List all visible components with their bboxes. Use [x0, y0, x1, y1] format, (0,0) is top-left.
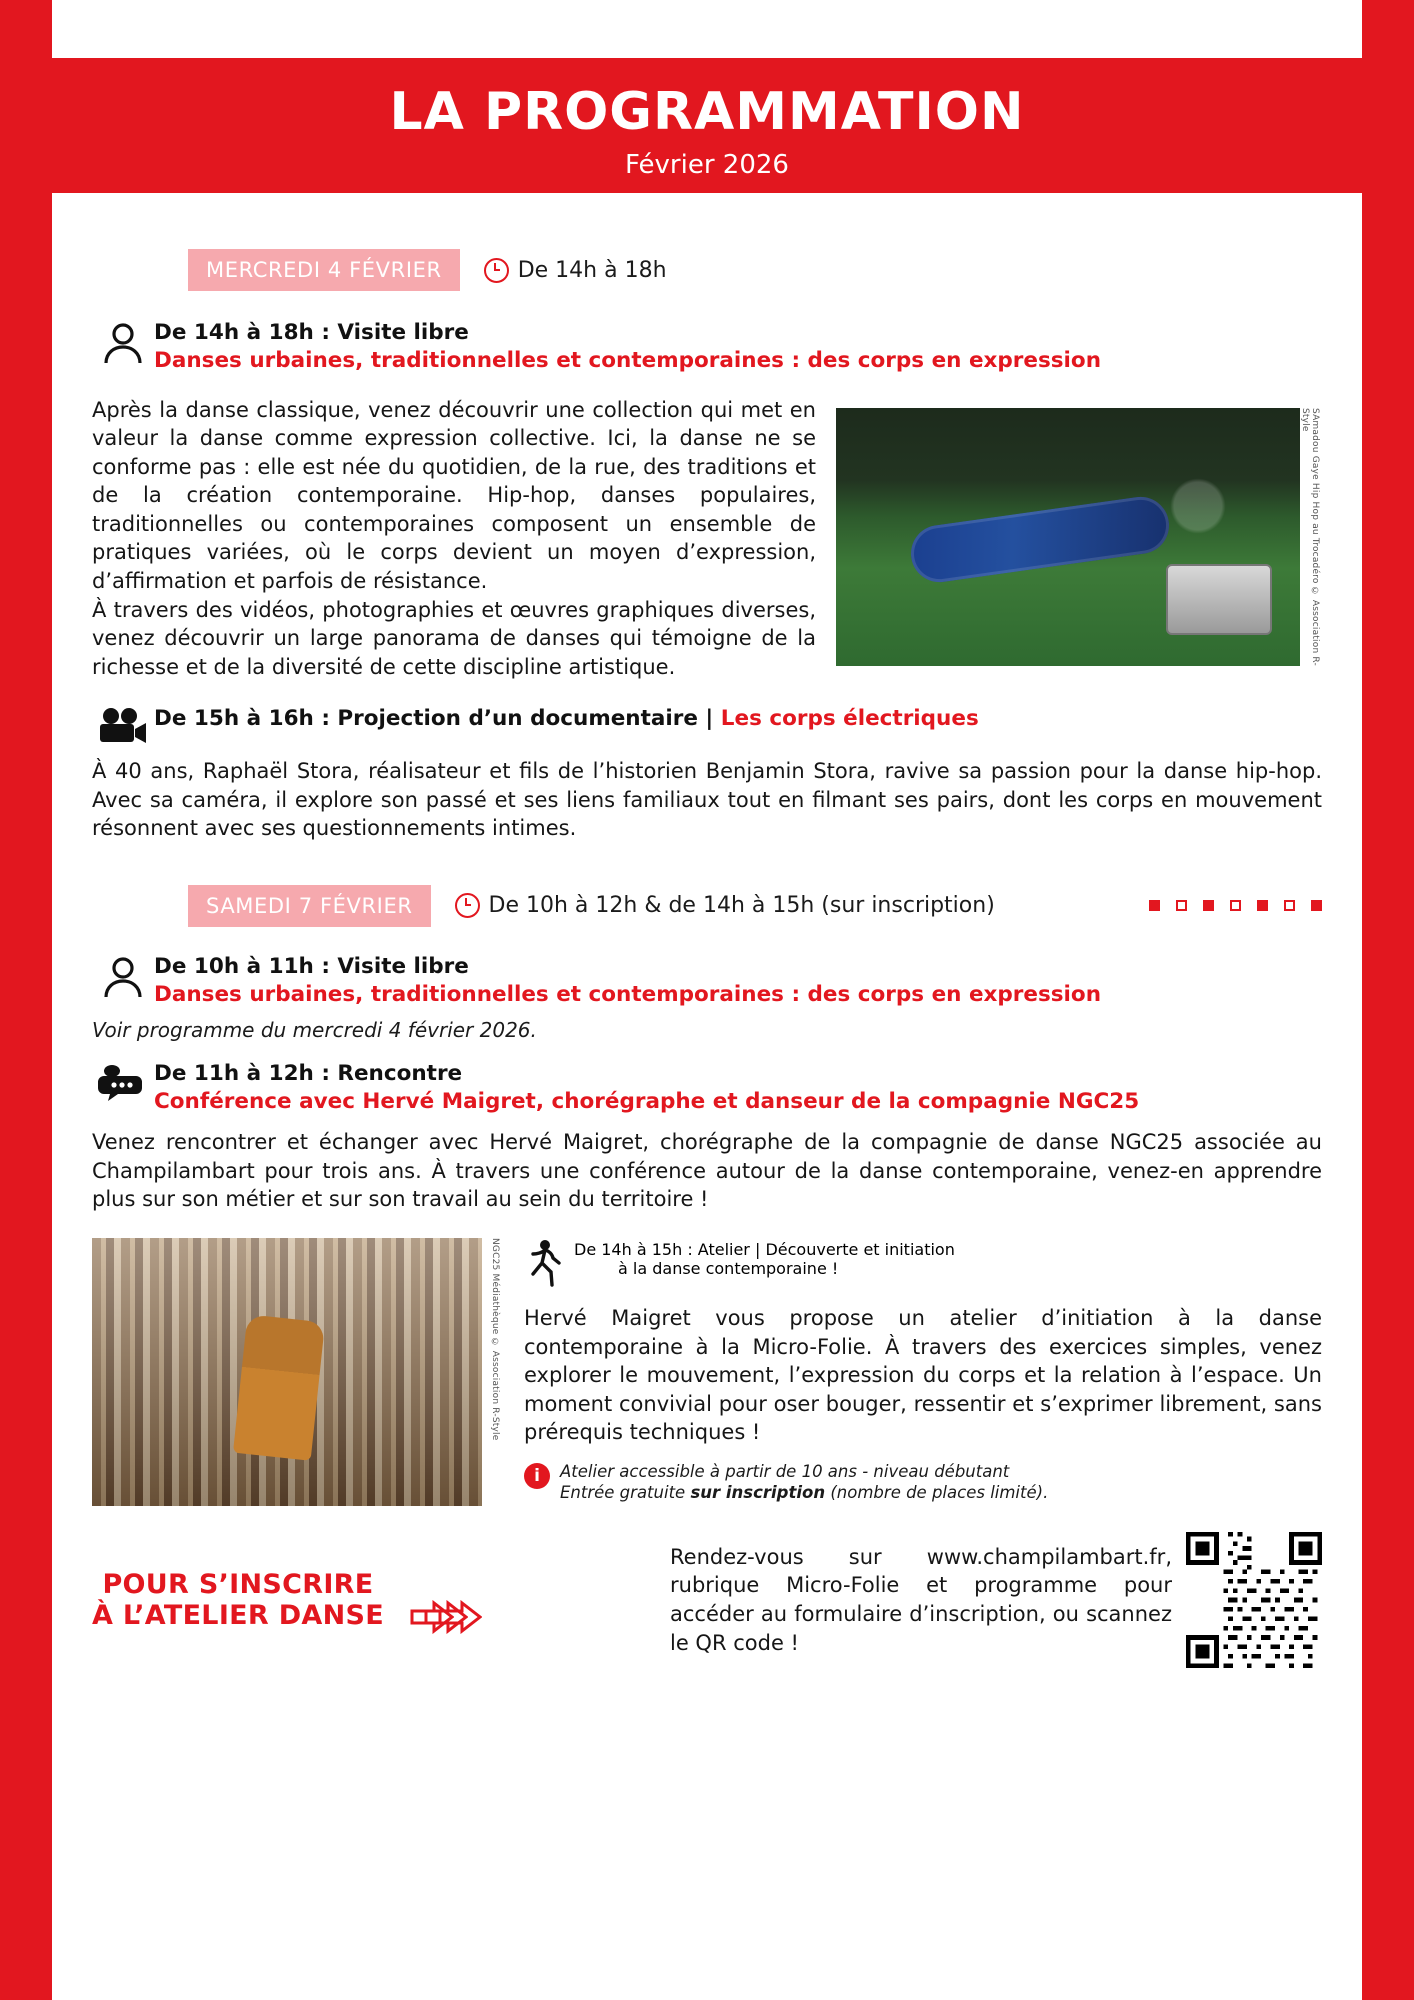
person-icon — [92, 319, 154, 376]
atelier-body: Hervé Maigret vous propose un atelier d’initiation à la danse contemporaine à la Micro-Folie. À travers des exercices simples, venez explorer le mouvement, l’expression du corps et la relation à l’espace. Un moment convivial pour oser bouger, ressentir et s’exprimer librement, sans prérequis techniques ! — [524, 1306, 1322, 1445]
day1-photo-credit: SAmadou Gaye Hip Hop au Trocadéro © Association R-Style — [1300, 407, 1320, 666]
page-subtitle: Février 2026 — [625, 150, 789, 180]
atelier-note-line2a: Entrée gratuite — [560, 1483, 691, 1503]
clock-icon — [455, 893, 480, 918]
info-icon: i — [524, 1463, 550, 1489]
speech-bubble-icon — [92, 1060, 154, 1117]
day1-visite-line2: Danses urbaines, traditionnelles et contemporaines : des corps en expression — [154, 348, 1102, 374]
person-icon — [92, 953, 154, 1010]
day2-chip: SAMEDI 7 FÉVRIER — [188, 885, 431, 927]
day2-visite-line2: Danses urbaines, traditionnelles et contemporaines : des corps en expression — [154, 982, 1102, 1008]
day1-projection-body: À 40 ans, Raphaël Stora, réalisateur et fils de l’historien Benjamin Stora, ravive sa passion pour la danse hip-hop. Avec sa caméra, il explore son passé et ses liens familiaux tout en filmant ses pairs, dont les corps en mouvement résonnent avec ses questionnements intimes. — [92, 759, 1322, 841]
photo-library-dancer — [92, 1238, 482, 1506]
day2-banner — [92, 885, 1322, 927]
atelier-photo-credit: NGC25 Médiathèque © Association R-Style — [490, 1238, 500, 1441]
day2-visite-note: Voir programme du mercredi 4 février 2026. — [92, 1017, 537, 1042]
day1-visite-body2: À travers des vidéos, photographies et œuvres graphiques diverses, venez découvrir un large panorama de danses qui témoigne de la richesse et de la diversité de cette discipline artistique. — [92, 597, 816, 679]
content-sheet — [52, 193, 1362, 2000]
day1-chip: MERCREDI 4 FÉVRIER — [188, 249, 460, 291]
atelier-note-line1: Atelier accessible à partir de 10 ans - niveau débutant — [560, 1461, 1010, 1481]
day1-visite-body-block — [92, 386, 1322, 681]
atelier-line1: De 14h à 15h : Atelier | — [574, 1240, 766, 1259]
day2-time-label: De 10h à 12h & de 14h à 15h (sur inscription) — [488, 893, 995, 919]
day1-entry-projection — [92, 705, 1322, 745]
day2-rencontre-line2: Conférence avec Hervé Maigret, chorégraphe et danseur de la compagnie NGC25 — [154, 1088, 1140, 1114]
dancer-icon — [524, 1238, 574, 1294]
photo-breakdancer — [836, 408, 1300, 666]
atelier-line2-red: à la danse contemporaine ! — [618, 1259, 839, 1278]
day2-rencontre-body: Venez rencontrer et échanger avec Hervé Maigret, chorégraphe de la compagnie de danse NGC25 associée au Champilambart pour trois ans. À travers une conférence autour de la danse contemporaine, venez-en apprendre plus sur son métier et sur son travail au sein du territoire ! — [92, 1130, 1322, 1212]
decorative-dots — [1149, 900, 1322, 911]
page-title: LA PROGRAMMATION — [389, 82, 1025, 142]
atelier-note-line2b: sur inscription — [690, 1483, 826, 1503]
atelier-note — [524, 1461, 1322, 1504]
qr-code-icon[interactable] — [1186, 1532, 1322, 1668]
poster-header — [52, 58, 1362, 193]
day2-visite-line1: De 10h à 11h : Visite libre — [154, 953, 469, 979]
day1-projection-line1: De 15h à 16h : Projection d’un documentaire | — [154, 706, 721, 732]
day2-entry-rencontre — [92, 1060, 1322, 1117]
day1-photo — [836, 407, 1320, 681]
footer-rdv-text: Rendez-vous sur www.champilambart.fr, rubrique Micro-Folie et programme pour accéder au formulaire d’inscription, ou scannez le QR code ! — [670, 1544, 1172, 1655]
cta-line1: POUR S’INSCRIRE — [102, 1568, 374, 1600]
day1-time — [484, 258, 667, 283]
day1-visite-body1: Après la danse classique, venez découvrir une collection qui met en valeur la danse comme expression collective. Ici, la danse ne se conforme pas : elle est née du quotidien, de la rue, des traditions et de la création contemporaine. Hip-hop, danses populaires, traditionnelles ou contemporaines composent un ensemble de pratiques variées, où le corps devient un moyen d’expression, d’affirmation et parfois de résistance. — [92, 397, 816, 594]
day1-time-label: De 14h à 18h — [517, 257, 667, 283]
cta-line2: À L’ATELIER DANSE — [92, 1600, 384, 1631]
footer-block — [92, 1532, 1322, 1668]
day2-entry-visite — [92, 953, 1322, 1010]
day1-banner — [92, 249, 1322, 291]
day1-projection-title: Les corps électriques — [720, 706, 979, 732]
clock-icon — [484, 258, 509, 283]
cta-text — [92, 1569, 384, 1631]
day2-rencontre-line1: De 11h à 12h : Rencontre — [154, 1060, 463, 1086]
atelier-block — [92, 1238, 1322, 1506]
top-white-strip — [52, 0, 1362, 58]
film-camera-icon — [92, 705, 154, 745]
day1-visite-line1: De 14h à 18h : Visite libre — [154, 320, 469, 345]
day2-time — [455, 893, 995, 918]
atelier-note-line2c: (nombre de places limité). — [825, 1483, 1049, 1503]
day1-entry-visite — [92, 319, 1322, 376]
atelier-line1-red: Découverte et initiation — [765, 1240, 955, 1259]
atelier-photo — [92, 1238, 500, 1506]
